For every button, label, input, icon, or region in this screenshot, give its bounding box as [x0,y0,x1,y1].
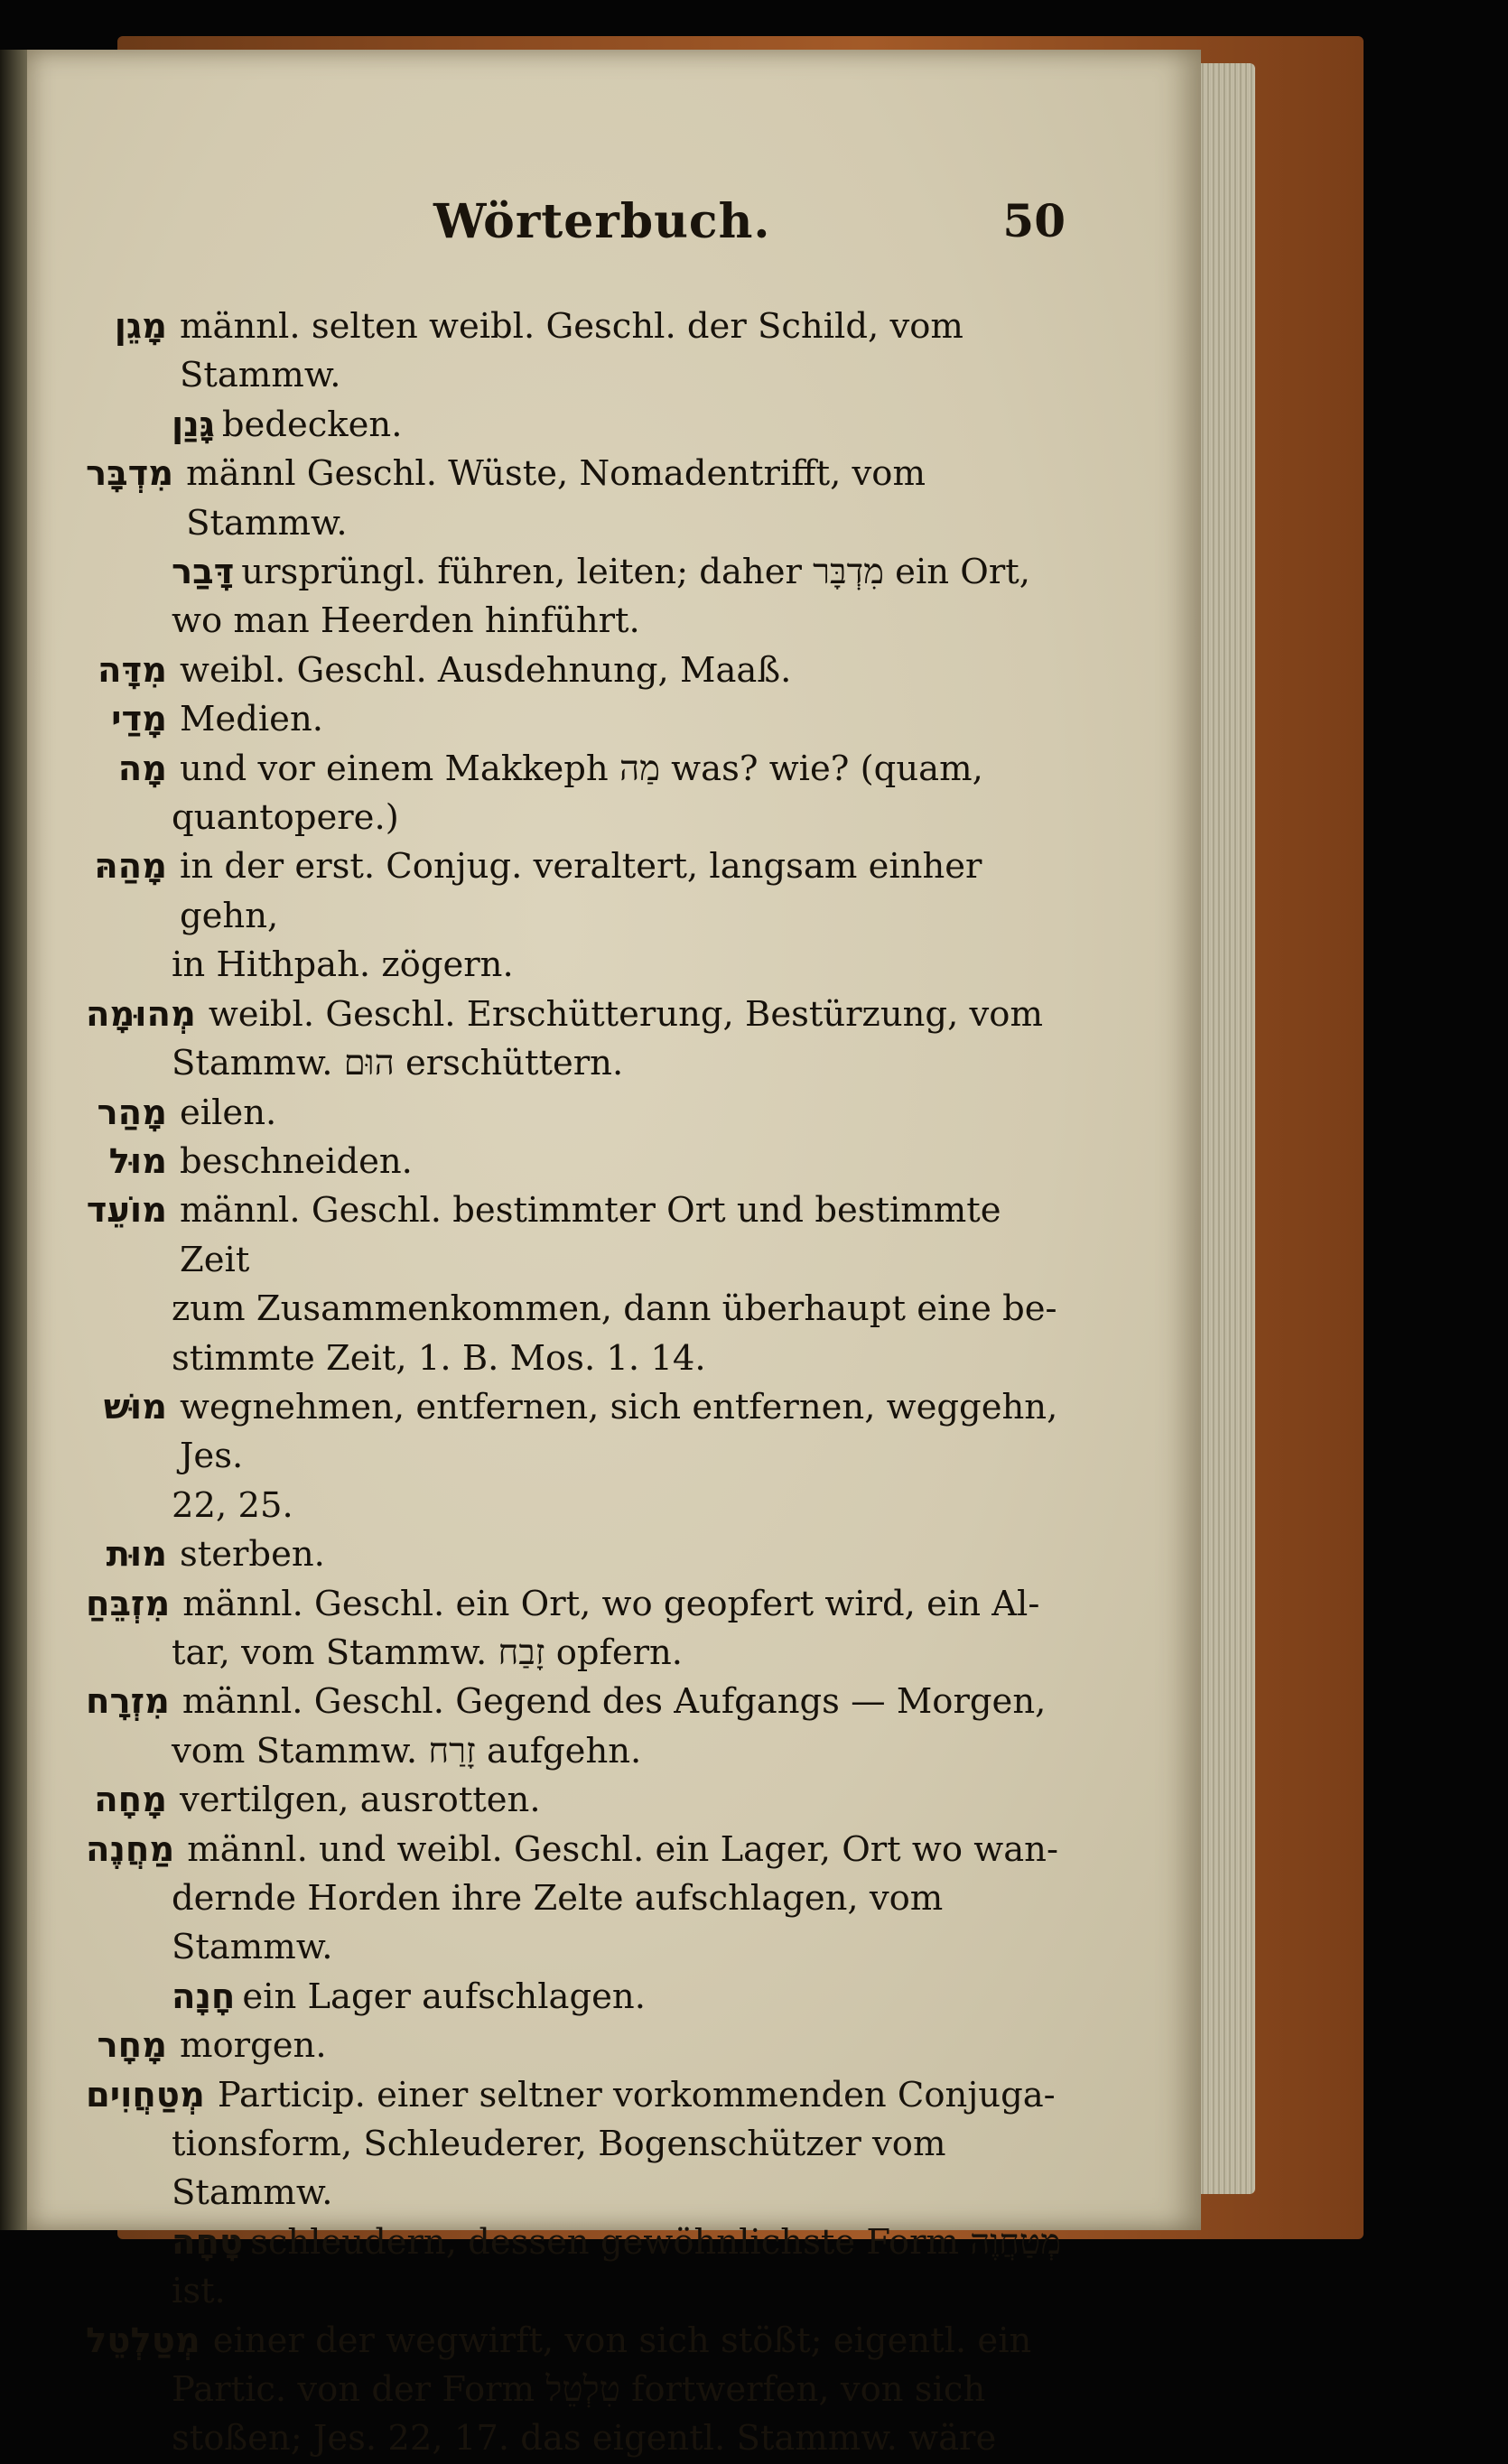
hebrew-headword: מִדָּה [98,649,167,691]
hebrew-headword: מוּשׁ [103,1386,167,1427]
entry-continuation-line [86,597,1066,646]
entry-continuation-line [86,1039,1066,1088]
entry-definition: Medien. [180,699,323,740]
dictionary-entry [86,2071,1066,2120]
continuation-text: ursprüngl. führen, leiten; daher מִדְבָּר ein Ort, [241,552,1030,593]
hebrew-headword: מִזְבֵּחַ [86,1583,171,1624]
dictionary-entry [86,745,1066,794]
continuation-text: in Hithpah. zögern. [172,944,514,986]
entry-definition: weibl. Geschl. Ausdehnung, Maaß. [180,649,792,691]
dictionary-entry [86,1089,1066,1138]
entry-definition: morgen. [180,2025,327,2067]
hebrew-headword: מָגֵן [114,306,167,347]
entry-continuation-line [86,941,1066,990]
entry-continuation-line [86,2218,1066,2317]
entry-continuation-line [86,1482,1066,1530]
hebrew-headword: מַחֲנֶה [86,1828,175,1870]
hebrew-headword: מִדְבָּר [86,453,174,495]
entry-definition: männl. Geschl. bestimmter Ort und bestimmte Zeit [180,1190,1001,1280]
hebrew-headword: מָהַר [97,1092,167,1133]
dictionary-entry [86,450,1066,548]
hebrew-headword: מְהוּמָה [86,993,196,1035]
entry-definition: männl. selten weibl. Geschl. der Schild, vom Stammw. [180,306,963,396]
hebrew-root: גָּנַן [172,404,215,445]
continuation-text: Stammw. הוּם erschüttern. [172,1043,624,1084]
entry-definition: sterben. [180,1534,325,1576]
book-gutter [0,50,27,2230]
dictionary-entry [86,842,1066,941]
hebrew-headword: מוּת [106,1534,167,1576]
continuation-text: ein Lager aufschlagen. [242,1976,646,2017]
hebrew-headword: מְטַלְטֵל [86,2320,200,2361]
dictionary-entry [86,2022,1066,2070]
entry-continuation-line [86,1334,1066,1383]
continuation-text: 22, 25. [172,1484,293,1526]
dictionary-entry [86,990,1066,1039]
hebrew-headword: מוֹעֵד [86,1190,167,1232]
entry-definition: und vor einem Makkeph מַה was? wie? (quam, [180,748,983,789]
continuation-text: quantopere.) [172,797,399,839]
continuation-text: bedecken. [221,404,403,445]
entry-continuation-line [86,2414,1066,2463]
page-header [433,194,1066,266]
continuation-text: Partic. von der Form טִלְטֵל fortwerfen, von sich [172,2369,986,2411]
continuation-text: zum Zusammenkommen, dann überhaupt eine be- [172,1288,1057,1330]
hebrew-headword: מוּל [108,1140,167,1182]
dictionary-entry [86,1383,1066,1482]
continuation-text: dernde Horden ihre Zelte aufschlagen, vom Stammw. [172,1878,944,1968]
entry-continuation-line [86,401,1066,450]
dictionary-entries [86,302,1066,2464]
hebrew-headword: מָחָה [94,1780,167,1821]
entry-continuation-line [86,2120,1066,2218]
hebrew-headword: מָה [117,748,167,789]
dictionary-entry [86,1138,1066,1186]
entry-definition: einer der wegwirft, von sich stößt; eigentl. ein [212,2320,1032,2361]
dictionary-entry [86,1530,1066,1579]
page-number: 50 [1002,194,1066,247]
dictionary-entry [86,1776,1066,1825]
continuation-text: stoßen; Jes. 22, 17. das eigentl. Stammw. wäre [172,2418,997,2459]
entry-definition: vertilgen, ausrotten. [180,1780,541,1821]
dictionary-entry [86,302,1066,401]
hebrew-headword: מָחָר [97,2025,167,2067]
dictionary-entry [86,1580,1066,1629]
entry-continuation-line [86,548,1066,597]
entry-definition: eilen. [180,1092,277,1133]
hebrew-headword: מְטַחֲוִים [86,2074,205,2115]
continuation-text: schleudern, dessen gewöhnlichste Form מְטַחֲוֶה ist. [172,2221,1062,2312]
entry-definition: weibl. Geschl. Erschütterung, Bestürzung, vom [208,993,1043,1035]
entry-continuation-line [86,1973,1066,2022]
entry-continuation-line [86,1629,1066,1678]
running-title: Wörterbuch. [433,194,771,249]
dictionary-entry [86,695,1066,744]
entry-definition: in der erst. Conjug. veraltert, langsam einher gehn, [180,846,982,936]
entry-definition: männl. Geschl. Gegend des Aufgangs — Morgen, [182,1681,1047,1723]
entry-continuation-line [86,794,1066,842]
dictionary-entry [86,2317,1066,2366]
entry-definition: beschneiden. [180,1140,413,1182]
entry-continuation-line [86,1727,1066,1776]
continuation-text: tar, vom Stammw. זָבַח opfern. [172,1632,684,1673]
dictionary-entry [86,646,1066,695]
hebrew-headword: מָהַהּ [94,846,167,888]
entry-definition: männl. und weibl. Geschl. ein Lager, Ort wo wan- [187,1828,1058,1870]
continuation-text: vom Stammw. זָרַח aufgehn. [172,1730,642,1771]
entry-continuation-line [86,1285,1066,1334]
entry-continuation-line [86,2366,1066,2414]
hebrew-headword: מִזְרָח [86,1681,170,1723]
entry-continuation-line [86,1874,1066,1973]
dictionary-entry [86,1826,1066,1874]
hebrew-root: דָּבַר [172,552,235,593]
hebrew-root: חָנָה [172,1976,236,2017]
entry-definition: männl Geschl. Wüste, Nomadentrifft, vom Stammw. [186,453,926,544]
hebrew-headword: מָדַי [111,699,167,740]
entry-definition: Particip. einer seltner vorkommenden Conjuga- [217,2074,1056,2115]
hebrew-root: טָחָה [172,2221,244,2263]
dictionary-entry [86,1678,1066,1726]
continuation-text: tionsform, Schleuderer, Bogenschützer vom Stammw. [172,2124,946,2214]
continuation-text: wo man Heerden hinführt. [172,600,640,642]
entry-definition: wegnehmen, entfernen, sich entfernen, weggehn, Jes. [180,1386,1058,1477]
continuation-text: stimmte Zeit, 1. B. Mos. 1. 14. [172,1337,706,1379]
entry-definition: männl. Geschl. ein Ort, wo geopfert wird, ein Al- [182,1583,1040,1624]
dictionary-entry [86,1186,1066,1285]
